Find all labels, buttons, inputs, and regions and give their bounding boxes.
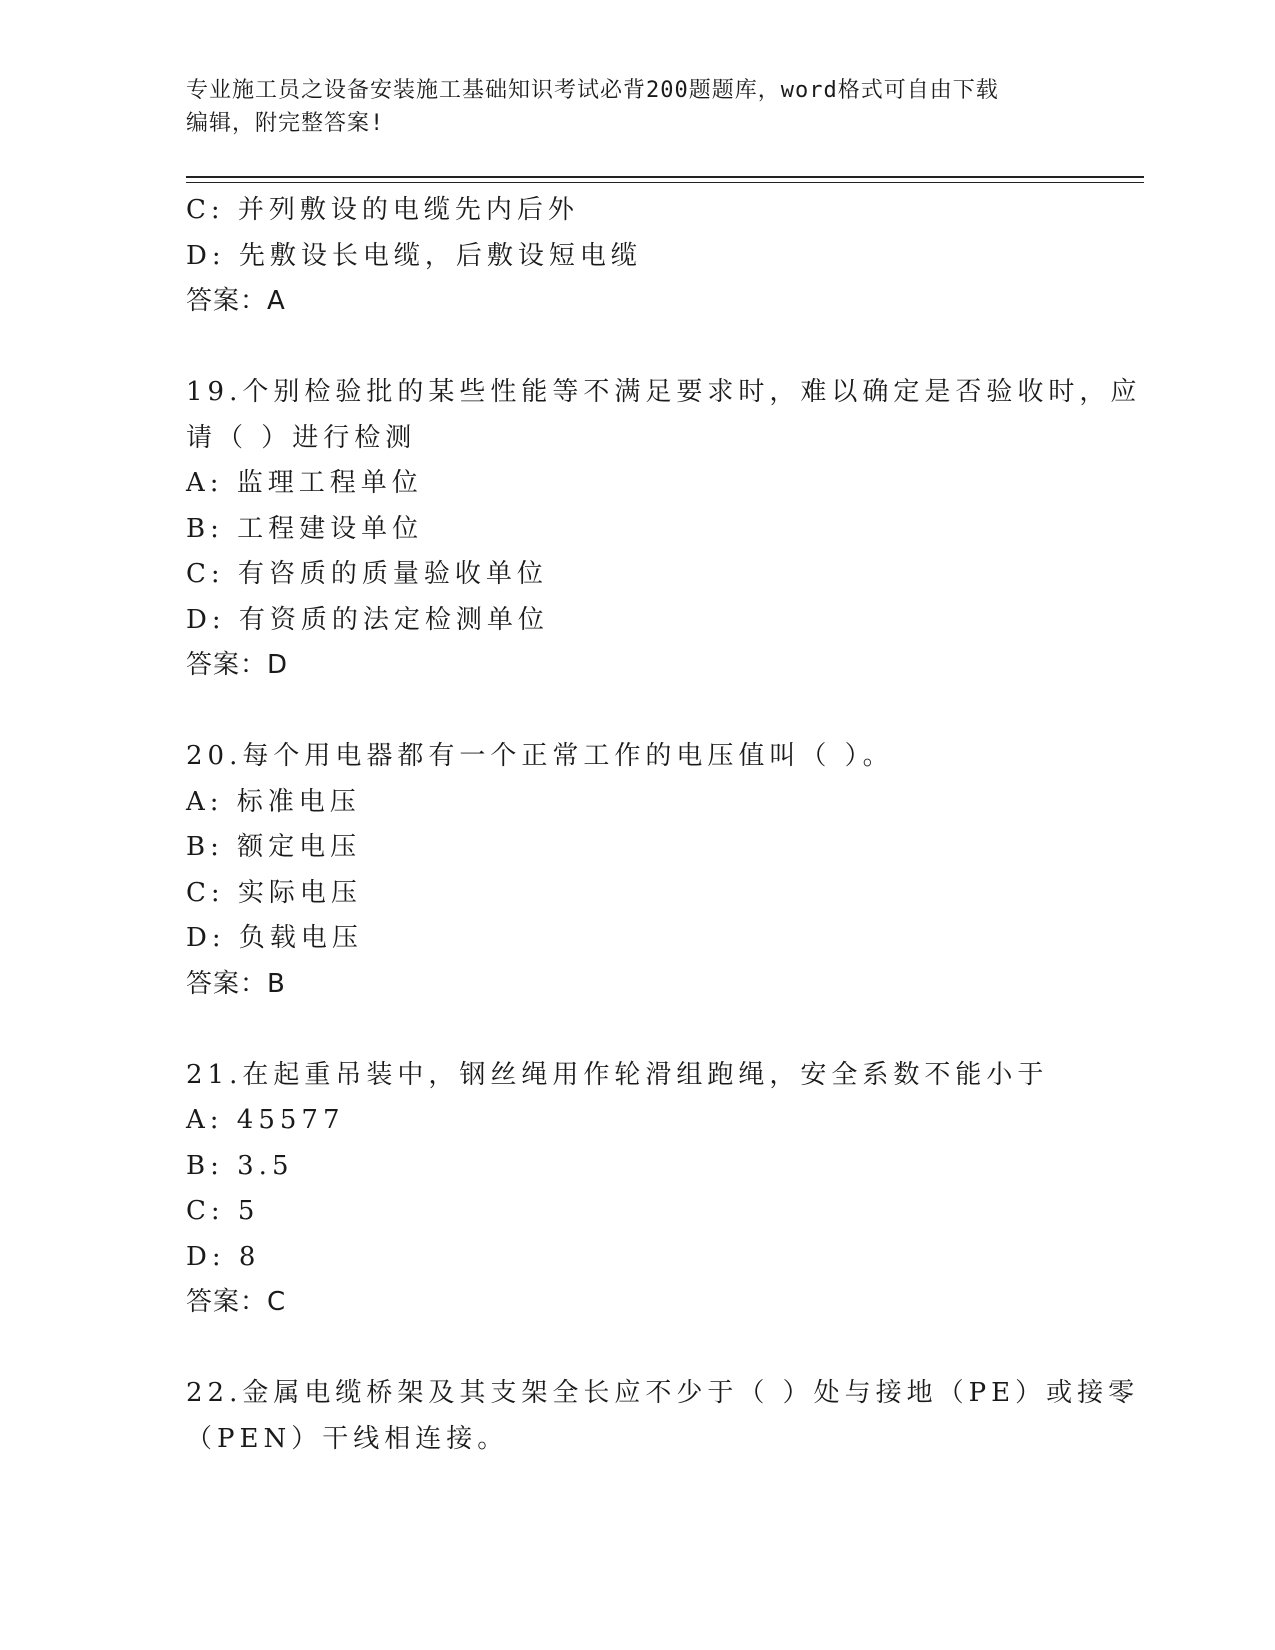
answer: 答案：A bbox=[186, 286, 286, 316]
question-text-cont: （PEN）干线相连接。 bbox=[186, 1423, 509, 1454]
option-c: C: 并列敷设的电缆先内后外 bbox=[186, 195, 579, 225]
question-text: 22.金属电缆桥架及其支架全长应不少于（ ）处与接地（PE）或接零 bbox=[186, 1378, 1140, 1408]
option-c: C: 有咨质的质量验收单位 bbox=[186, 559, 548, 589]
document-header bbox=[186, 74, 1086, 140]
question-text: 19.个别检验批的某些性能等不满足要求时，难以确定是否验收时，应 bbox=[186, 377, 1142, 407]
question-21 bbox=[186, 1053, 1146, 1326]
option-d: D: 有资质的法定检测单位 bbox=[186, 604, 549, 635]
option-d: D: 8 bbox=[186, 1241, 261, 1272]
question-text: 21.在起重吊装中，钢丝绳用作轮滑组跑绳，安全系数不能小于 bbox=[186, 1059, 1049, 1090]
option-a: A: 45577 bbox=[186, 1105, 345, 1135]
option-b: B: 工程建设单位 bbox=[186, 513, 424, 544]
option-a: A: 标准电压 bbox=[186, 786, 361, 817]
answer: 答案：D bbox=[186, 650, 289, 680]
question-22 bbox=[186, 1371, 1146, 1462]
document-body bbox=[186, 188, 1146, 1462]
option-a: A: 监理工程单位 bbox=[186, 468, 423, 498]
option-d: D: 负载电压 bbox=[186, 923, 363, 953]
option-d: D: 先敷设长电缆，后敷设短电缆 bbox=[186, 240, 642, 271]
question-text: 20.每个用电器都有一个正常工作的电压值叫（ ）。 bbox=[186, 741, 894, 771]
question-19 bbox=[186, 370, 1146, 689]
answer: 答案：B bbox=[186, 968, 286, 999]
document-page bbox=[186, 0, 1146, 1454]
header-divider bbox=[186, 176, 1144, 183]
question-20 bbox=[186, 734, 1146, 1007]
question-text-cont: 请（ ）进行检测 bbox=[186, 422, 417, 453]
answer: 答案：C bbox=[186, 1287, 287, 1317]
option-c: C: 实际电压 bbox=[186, 877, 362, 908]
header-line-1: 专业施工员之设备安装施工基础知识考试必背200题题库，word格式可自由下载 bbox=[186, 78, 999, 103]
question-18-tail bbox=[186, 188, 1146, 325]
header-line-2: 编辑，附完整答案! bbox=[186, 111, 385, 136]
option-c: C: 5 bbox=[186, 1196, 260, 1226]
option-b: B: 额定电压 bbox=[186, 832, 362, 862]
option-b: B: 3.5 bbox=[186, 1150, 294, 1181]
